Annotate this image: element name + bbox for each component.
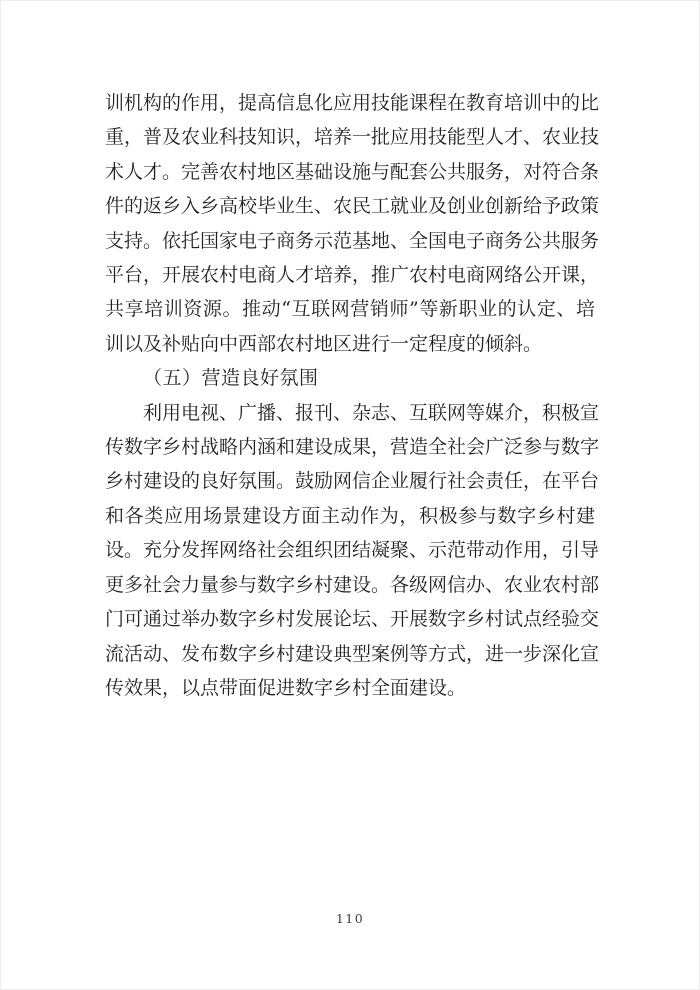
- text-line: 门可通过举办数字乡村发展论坛、开展数字乡村试点经验交: [105, 608, 600, 631]
- text-line: 支持。依托国家电子商务示范基地、全国电子商务公共服务: [105, 229, 600, 252]
- text-line: 流活动、发布数字乡村建设典型案例等方式，进一步深化宣: [105, 642, 600, 665]
- paragraph: [105, 396, 600, 706]
- text-line: 共享培训资源。推动“互联网营销师”等新职业的认定、培: [105, 298, 595, 321]
- paragraph-continuation: [105, 86, 600, 361]
- text-line: 重，普及农业科技知识，培养一批应用技能型人才、农业技: [105, 126, 600, 149]
- text-line: 训机构的作用，提高信息化应用技能课程在教育培训中的比: [105, 92, 600, 114]
- text-line: 乡村建设的良好氛围。鼓励网信企业履行社会责任，在平台: [105, 470, 600, 493]
- text-line: 传效果，以点带面促进数字乡村全面建设。: [105, 676, 467, 699]
- text-line: 平台，开展农村电商人才培养，推广农村电商网络公开课，: [105, 264, 600, 287]
- page-content: [105, 86, 600, 705]
- section-heading: （五）营造良好氛围: [143, 367, 319, 390]
- text-line: 利用电视、广播、报刊、杂志、互联网等媒介，积极宣: [143, 401, 600, 424]
- page-number: 110: [335, 911, 365, 926]
- text-line: 训以及补贴向中西部农村地区进行一定程度的倾斜。: [105, 332, 543, 355]
- text-line: 传数字乡村战略内涵和建设成果，营造全社会广泛参与数字: [105, 436, 600, 459]
- text-line: 件的返乡入乡高校毕业生、农民工就业及创业创新给予政策: [105, 195, 600, 218]
- text-line: 和各类应用场景建设方面主动作为，积极参与数字乡村建: [105, 504, 595, 527]
- text-line: 更多社会力量参与数字乡村建设。各级网信办、农业农村部: [105, 573, 600, 596]
- text-line: 设。充分发挥网络社会组织团结凝聚、示范带动作用，引导: [105, 539, 600, 562]
- text-line: 术人才。完善农村地区基础设施与配套公共服务，对符合条: [105, 160, 600, 183]
